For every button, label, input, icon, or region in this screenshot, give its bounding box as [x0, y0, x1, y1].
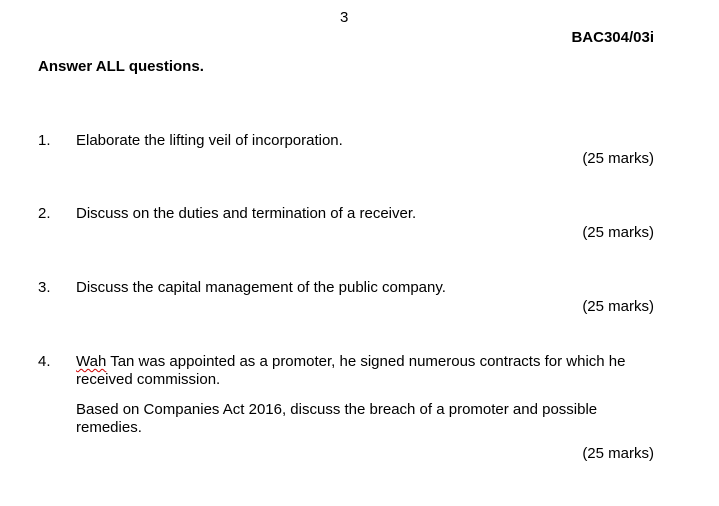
question-text-paragraph-2: Based on Companies Act 2016, discuss the breach of a promoter and possible remedies. [76, 401, 598, 436]
instruction-heading: Answer ALL questions. [38, 58, 204, 75]
question-text [76, 353, 656, 437]
page-number: 3 [340, 9, 349, 26]
question-marks: (25 marks) [582, 150, 654, 167]
question-text: Discuss the capital management of the public company. [76, 279, 446, 296]
course-code: BAC304/03i [571, 29, 654, 46]
question-text-name: Wah [76, 353, 107, 370]
question-text-rest: Tan was appointed as a promoter, he signed numerous contracts for which he received commission. [76, 353, 626, 388]
question-number: 2. [38, 205, 51, 222]
question-marks: (25 marks) [582, 445, 654, 462]
question-text: Discuss on the duties and termination of a receiver. [76, 205, 417, 222]
question-number: 4. [38, 353, 51, 370]
question-text: Elaborate the lifting veil of incorporation. [76, 132, 343, 149]
question-marks: (25 marks) [582, 224, 654, 241]
question-number: 1. [38, 132, 51, 149]
question-marks: (25 marks) [582, 298, 654, 315]
question-number: 3. [38, 279, 51, 296]
